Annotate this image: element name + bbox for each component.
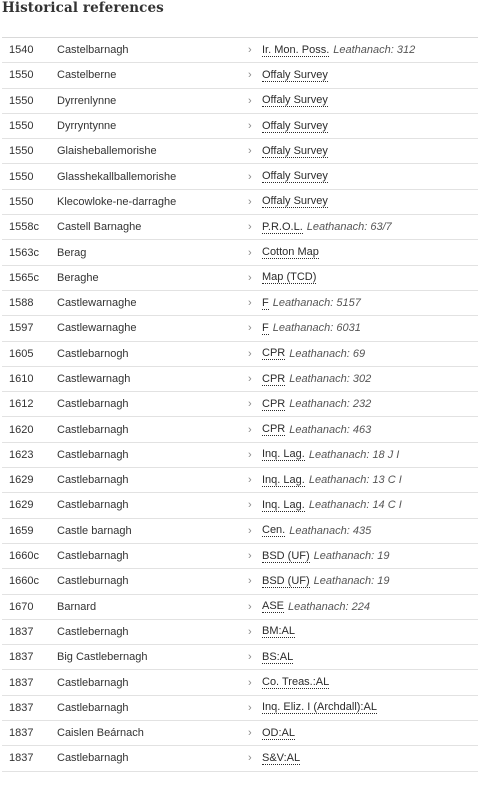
- year-cell: 1612: [9, 398, 34, 411]
- source-link[interactable]: S&V:AL: [262, 751, 301, 764]
- placename-cell: Big Castlebernagh: [57, 651, 148, 664]
- year-cell: 1588: [9, 297, 34, 310]
- chevron-right-icon[interactable]: ›: [248, 524, 252, 537]
- source-cell: [241, 752, 478, 765]
- table-row: [2, 342, 478, 367]
- chevron-right-icon[interactable]: ›: [248, 625, 252, 638]
- table-row: [2, 266, 478, 291]
- placename-cell: Castlewarnagh: [57, 373, 131, 385]
- source-link[interactable]: BM:AL: [262, 625, 296, 638]
- source-cell: [241, 271, 478, 284]
- source-link[interactable]: Cen.: [262, 524, 286, 537]
- source-link[interactable]: Inq. Lag.: [262, 473, 305, 486]
- year-cell: 1837: [9, 727, 34, 740]
- chevron-right-icon[interactable]: ›: [248, 398, 252, 411]
- chevron-right-icon[interactable]: ›: [248, 322, 252, 335]
- table-row: [2, 190, 478, 215]
- year-cell: 1550: [9, 170, 34, 183]
- chevron-right-icon[interactable]: ›: [248, 575, 252, 588]
- source-link[interactable]: BSD (UF): [262, 574, 310, 587]
- source-cell: [241, 69, 478, 82]
- year-cell: 1837: [9, 676, 34, 689]
- source-cell: [241, 322, 478, 335]
- table-row: [2, 215, 478, 240]
- table-row: [2, 417, 478, 442]
- placename-cell: Castleburnagh: [57, 575, 129, 588]
- source-cell: [241, 373, 478, 386]
- source-cell: [241, 524, 478, 537]
- placename-cell: Barnard: [57, 600, 97, 613]
- chevron-right-icon[interactable]: ›: [248, 448, 252, 461]
- source-cell: [241, 398, 478, 411]
- year-cell: 1563c: [9, 246, 39, 259]
- table-row: [2, 620, 478, 645]
- source-link[interactable]: CPR: [262, 372, 286, 385]
- source-link[interactable]: Offaly Survey: [262, 94, 328, 107]
- placename-cell: Glaisheballemorishe: [57, 145, 157, 158]
- chevron-right-icon[interactable]: ›: [248, 195, 252, 208]
- historical-references-table: [2, 37, 478, 772]
- page-reference: Leathanach: 69: [289, 347, 366, 360]
- placename-cell: Beraghe: [57, 271, 99, 284]
- table-row: [2, 746, 478, 771]
- section-heading: Historical references: [2, 0, 164, 16]
- source-link[interactable]: CPR: [262, 347, 286, 360]
- page-reference: Leathanach: 5157: [272, 297, 361, 310]
- year-cell: 1550: [9, 145, 34, 158]
- placename-cell: Berag: [57, 246, 87, 259]
- chevron-right-icon[interactable]: ›: [248, 676, 252, 689]
- table-row: [2, 544, 478, 569]
- source-link[interactable]: Offaly Survey: [262, 170, 328, 183]
- source-cell: [241, 499, 478, 512]
- chevron-right-icon[interactable]: ›: [248, 651, 252, 664]
- source-cell: [241, 448, 478, 461]
- table-row: [2, 89, 478, 114]
- placename-cell: Castlebarnagh: [57, 474, 129, 487]
- placename-cell: Castlebarnagh: [57, 752, 129, 765]
- year-cell: 1620: [9, 423, 34, 436]
- year-cell: 1660c: [9, 550, 39, 563]
- placename-cell: Klecowloke-ne-darraghe: [57, 195, 177, 208]
- page-reference: Leathanach: 224: [288, 600, 370, 613]
- page-reference: Leathanach: 18 J I: [308, 448, 400, 461]
- source-cell: [241, 170, 478, 183]
- year-cell: 1610: [9, 373, 34, 385]
- year-cell: 1629: [9, 474, 34, 487]
- source-cell: [241, 297, 478, 310]
- year-cell: 1550: [9, 195, 34, 208]
- chevron-right-icon[interactable]: ›: [248, 120, 252, 133]
- source-link[interactable]: Cotton Map: [262, 246, 319, 259]
- source-cell: [241, 44, 478, 57]
- page-reference: Leathanach: 302: [289, 373, 372, 385]
- year-cell: 1670: [9, 600, 34, 613]
- chevron-right-icon[interactable]: ›: [248, 752, 252, 765]
- source-link[interactable]: F: [262, 321, 269, 334]
- source-cell: [241, 701, 478, 714]
- source-cell: [241, 120, 478, 133]
- placename-cell: Castell Barnaghe: [57, 221, 142, 234]
- source-link[interactable]: BS:AL: [262, 650, 294, 663]
- chevron-right-icon[interactable]: ›: [248, 44, 252, 57]
- placename-cell: Castle barnagh: [57, 524, 132, 537]
- chevron-right-icon[interactable]: ›: [248, 373, 252, 385]
- year-cell: 1550: [9, 69, 34, 82]
- source-cell: [241, 94, 478, 107]
- source-link[interactable]: Inq. Lag.: [262, 448, 305, 461]
- placename-cell: Castlebarnagh: [57, 676, 129, 689]
- year-cell: 1660c: [9, 575, 39, 588]
- source-cell: [241, 550, 478, 563]
- page-reference: Leathanach: 19: [313, 550, 390, 563]
- source-cell: [241, 423, 478, 436]
- chevron-right-icon[interactable]: ›: [248, 550, 252, 563]
- table-row: [2, 291, 478, 316]
- placename-cell: Castelbarnagh: [57, 44, 129, 57]
- chevron-right-icon[interactable]: ›: [248, 701, 252, 714]
- source-link[interactable]: Offaly Survey: [262, 195, 328, 208]
- table-row: [2, 392, 478, 417]
- table-row: [2, 595, 478, 620]
- table-row: [2, 240, 478, 265]
- placename-cell: Castlebernagh: [57, 625, 129, 638]
- source-link[interactable]: ASE: [262, 600, 285, 613]
- source-cell: [241, 221, 478, 234]
- table-row: [2, 696, 478, 721]
- chevron-right-icon[interactable]: ›: [248, 727, 252, 740]
- source-cell: [241, 625, 478, 638]
- table-row: [2, 164, 478, 189]
- year-cell: 1605: [9, 347, 34, 360]
- year-cell: 1558c: [9, 221, 39, 234]
- chevron-right-icon[interactable]: ›: [248, 246, 252, 259]
- year-cell: 1837: [9, 651, 34, 664]
- placename-cell: Castlebarnagh: [57, 499, 129, 512]
- placename-cell: Dyrrenlynne: [57, 94, 117, 107]
- table-row: [2, 367, 478, 392]
- chevron-right-icon[interactable]: ›: [248, 170, 252, 183]
- chevron-right-icon[interactable]: ›: [248, 347, 252, 360]
- source-link[interactable]: Map (TCD): [262, 271, 317, 284]
- year-cell: 1837: [9, 701, 34, 714]
- table-row: [2, 63, 478, 88]
- table-row: [2, 519, 478, 544]
- page-reference: Leathanach: 312: [333, 44, 416, 57]
- page-reference: Leathanach: 19: [313, 575, 390, 588]
- source-link[interactable]: Inq. Lag.: [262, 498, 305, 511]
- year-cell: 1837: [9, 752, 34, 765]
- page-reference: Leathanach: 6031: [272, 322, 361, 335]
- chevron-right-icon[interactable]: ›: [248, 145, 252, 158]
- source-link[interactable]: Offaly Survey: [262, 68, 328, 81]
- page-reference: Leathanach: 63/7: [306, 221, 392, 234]
- source-link[interactable]: Co. Treas.:AL: [262, 676, 330, 689]
- table-row: [2, 443, 478, 468]
- source-cell: [241, 600, 478, 613]
- placename-cell: Castlewarnaghe: [57, 322, 137, 335]
- source-link[interactable]: CPR: [262, 423, 286, 436]
- table-row: [2, 670, 478, 695]
- source-link[interactable]: Offaly Survey: [262, 119, 328, 132]
- year-cell: 1540: [9, 44, 34, 57]
- page-reference: Leathanach: 14 C I: [308, 499, 402, 512]
- placename-cell: Castlebarnagh: [57, 398, 129, 411]
- source-link[interactable]: BSD (UF): [262, 549, 310, 562]
- placename-cell: Castelberne: [57, 69, 117, 82]
- source-link[interactable]: Offaly Survey: [262, 144, 328, 157]
- page-reference: Leathanach: 463: [289, 423, 372, 436]
- year-cell: 1550: [9, 120, 34, 133]
- table-row: [2, 139, 478, 164]
- page-reference: Leathanach: 435: [289, 524, 372, 537]
- source-cell: [241, 474, 478, 487]
- placename-cell: Dyrryntynne: [57, 120, 117, 133]
- table-row: [2, 493, 478, 518]
- chevron-right-icon[interactable]: ›: [248, 423, 252, 436]
- year-cell: 1629: [9, 499, 34, 512]
- placename-cell: Caislen Beárnach: [57, 727, 144, 740]
- chevron-right-icon[interactable]: ›: [248, 271, 252, 284]
- table-row: [2, 645, 478, 670]
- source-cell: [241, 347, 478, 360]
- source-cell: [241, 246, 478, 259]
- chevron-right-icon[interactable]: ›: [248, 94, 252, 107]
- table-row: [2, 721, 478, 746]
- source-cell: [241, 195, 478, 208]
- placename-cell: Castlebarnagh: [57, 423, 129, 436]
- source-cell: [241, 727, 478, 740]
- chevron-right-icon[interactable]: ›: [248, 499, 252, 512]
- source-link[interactable]: F: [262, 296, 269, 309]
- source-cell: [241, 676, 478, 689]
- source-link[interactable]: Inq. Eliz. I (Archdall):AL: [262, 701, 377, 714]
- placename-cell: Castlebarnogh: [57, 347, 129, 360]
- table-row: [2, 569, 478, 594]
- placename-cell: Castlewarnaghe: [57, 297, 137, 310]
- chevron-right-icon[interactable]: ›: [248, 600, 252, 613]
- source-link[interactable]: OD:AL: [262, 726, 296, 739]
- placename-cell: Castlebarnagh: [57, 550, 129, 563]
- chevron-right-icon[interactable]: ›: [248, 297, 252, 310]
- table-row: [2, 38, 478, 63]
- source-cell: [241, 651, 478, 664]
- placename-cell: Castlebarnagh: [57, 701, 129, 714]
- table-row: [2, 114, 478, 139]
- year-cell: 1659: [9, 524, 34, 537]
- year-cell: 1565c: [9, 271, 39, 284]
- chevron-right-icon[interactable]: ›: [248, 221, 252, 234]
- page-reference: Leathanach: 232: [289, 398, 372, 411]
- table-row: [2, 468, 478, 493]
- source-link[interactable]: Ir. Mon. Poss.: [262, 43, 330, 56]
- year-cell: 1623: [9, 448, 34, 461]
- source-cell: [241, 145, 478, 158]
- chevron-right-icon[interactable]: ›: [248, 69, 252, 82]
- source-link[interactable]: P.R.O.L.: [262, 220, 303, 233]
- chevron-right-icon[interactable]: ›: [248, 474, 252, 487]
- placename-cell: Castlebarnagh: [57, 448, 129, 461]
- year-cell: 1597: [9, 322, 34, 335]
- source-link[interactable]: CPR: [262, 397, 286, 410]
- table-row: [2, 316, 478, 341]
- source-cell: [241, 575, 478, 588]
- year-cell: 1550: [9, 94, 34, 107]
- year-cell: 1837: [9, 625, 34, 638]
- placename-cell: Glasshekallballemorishe: [57, 170, 177, 183]
- page-reference: Leathanach: 13 C I: [308, 474, 402, 487]
